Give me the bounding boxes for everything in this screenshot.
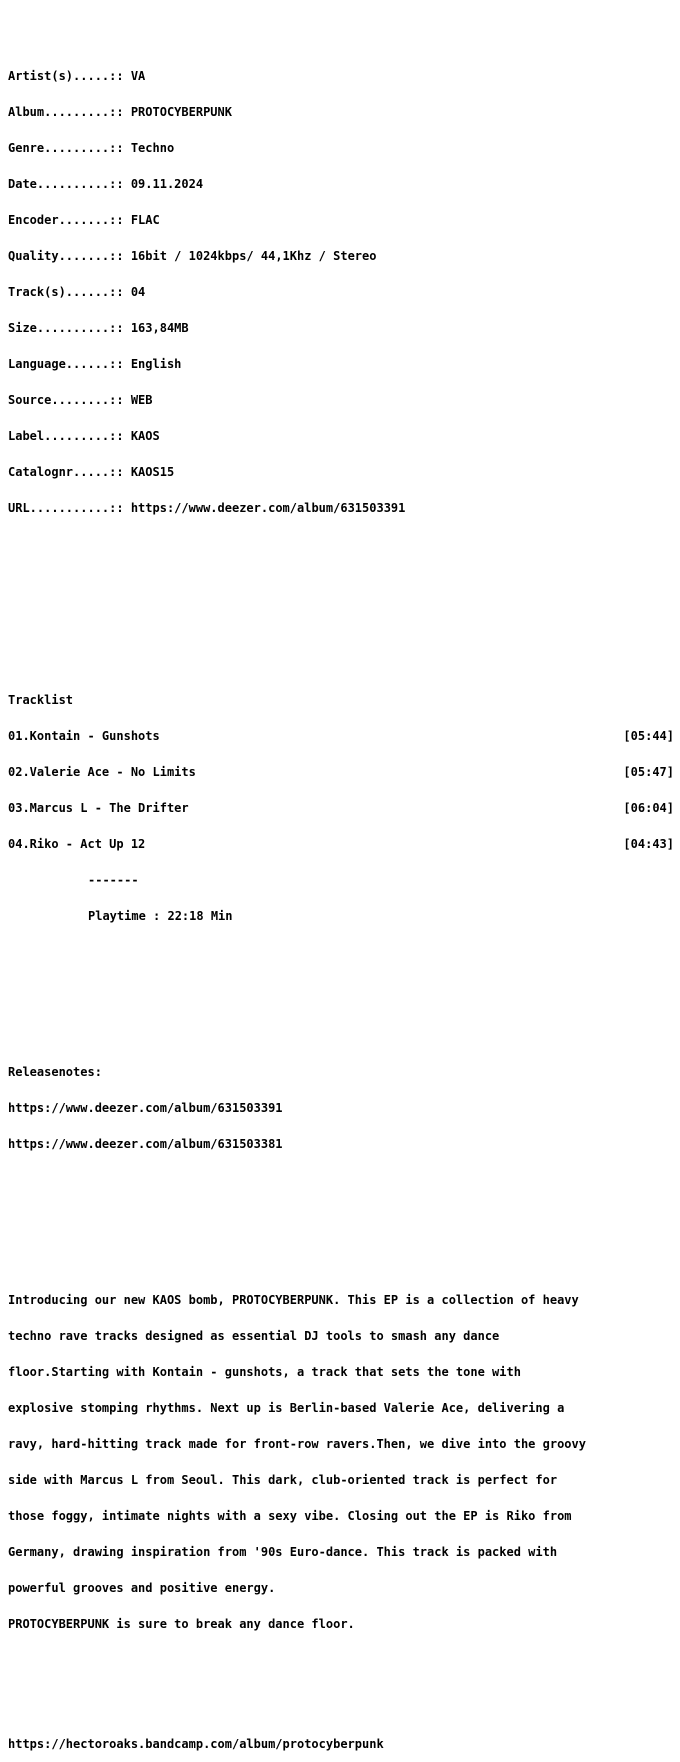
spacer — [8, 1210, 676, 1222]
info-catalognr: Catalognr.....:: KAOS15 — [8, 465, 175, 479]
info-label: Label.........:: KAOS — [8, 429, 160, 443]
info-tracks: Track(s)......:: 04 — [8, 285, 146, 299]
track-title: 02.Valerie Ace - No Limits — [8, 765, 196, 779]
track-title: 04.Riko - Act Up 12 — [8, 837, 146, 851]
track-row — [8, 730, 674, 742]
releasenotes — [8, 1042, 676, 1174]
info-artist: Artist(s).....:: VA — [8, 69, 146, 83]
description-line: Germany, drawing inspiration from '90s Euro-dance. This track is packed with — [8, 1545, 558, 1559]
description-line: those foggy, intimate nights with a sexy vibe. Closing out the EP is Riko from — [8, 1509, 572, 1523]
description — [8, 1270, 676, 1654]
playtime-separator: ------- — [88, 873, 139, 887]
footer-url[interactable]: https://hectoroaks.bandcamp.com/album/protocyberpunk — [8, 1737, 384, 1751]
description-line: PROTOCYBERPUNK is sure to break any dance floor. — [8, 1617, 355, 1631]
info-url: URL...........:: https://www.deezer.com/album/631503391 — [8, 501, 406, 515]
spacer — [8, 610, 676, 622]
tracklist — [8, 670, 676, 946]
description-line: explosive stomping rhythms. Next up is Berlin-based Valerie Ace, delivering a — [8, 1401, 565, 1415]
releasenotes-link[interactable]: https://www.deezer.com/album/631503391 — [8, 1101, 283, 1115]
info-language: Language......:: English — [8, 357, 182, 371]
info-genre: Genre.........:: Techno — [8, 141, 175, 155]
spacer — [8, 574, 676, 586]
info-block — [8, 46, 676, 538]
info-size: Size..........:: 163,84MB — [8, 321, 189, 335]
description-line: side with Marcus L from Seoul. This dark, club-oriented track is perfect for — [8, 1473, 558, 1487]
description-line: powerful grooves and positive energy. — [8, 1581, 276, 1595]
info-quality: Quality.......:: 16bit / 1024kbps/ 44,1Khz / Stereo — [8, 249, 377, 263]
description-line: floor.Starting with Kontain - gunshots, a track that sets the tone with — [8, 1365, 521, 1379]
track-title: 03.Marcus L - The Drifter — [8, 801, 189, 815]
info-source: Source........:: WEB — [8, 393, 153, 407]
track-duration: [04:43] — [623, 837, 674, 851]
track-row — [8, 802, 674, 814]
spacer — [8, 982, 676, 994]
spacer — [8, 1690, 676, 1702]
description-line: techno rave tracks designed as essential DJ tools to smash any dance — [8, 1329, 500, 1343]
description-line: Introducing our new KAOS bomb, PROTOCYBERPUNK. This EP is a collection of heavy — [8, 1293, 579, 1307]
playtime: Playtime : 22:18 Min — [88, 909, 233, 923]
track-duration: [06:04] — [623, 801, 674, 815]
track-row — [8, 766, 674, 778]
track-row — [8, 838, 674, 850]
releasenotes-link[interactable]: https://www.deezer.com/album/631503381 — [8, 1137, 283, 1151]
info-date: Date..........:: 09.11.2024 — [8, 177, 204, 191]
track-duration: [05:44] — [623, 729, 674, 743]
releasenotes-heading: Releasenotes: — [8, 1065, 102, 1079]
tracklist-heading: Tracklist — [8, 693, 74, 707]
info-album: Album.........:: PROTOCYBERPUNK — [8, 105, 232, 119]
nfo-document — [8, 10, 676, 1762]
track-duration: [05:47] — [623, 765, 674, 779]
description-line: ravy, hard-hitting track made for front-row ravers.Then, we dive into the groovy — [8, 1437, 586, 1451]
track-title: 01.Kontain - Gunshots — [8, 729, 160, 743]
info-encoder: Encoder.......:: FLAC — [8, 213, 160, 227]
